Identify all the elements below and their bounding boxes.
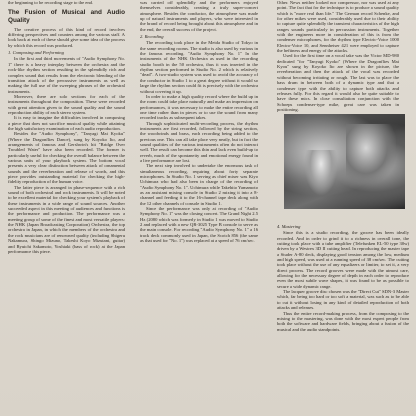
paragraph: Used for the first time on a vocal take was the Victor MD-980 dedicated "for "Tanyagi Kyoko" (Where the Dragonflies Mai Kyou" sung by Koyoko Ito are shown in the picture, the reverberation and then the attack of the vocal was recorded without becoming irritating or rough. The last was to place the bass drum in between both of a dynamic type and that a condenser type with the ability to capture both attacks and releases fully. For this regard it would also be quite suitable to have these mics. In close consultation conjunction with the Schoeps condenser-type mike, great care was taken in positioning. [277, 53, 399, 112]
intro-text: the beginning to be recording stage to the end. [8, 0, 94, 5]
text-column-3 [277, 0, 399, 112]
paragraph: The next step involved to undertake the enormous task of simultaneous recording, requiring about forty separate microphones. In Studio No. 1 serving as chief mixer was Kiyo Uchimura who had also been in charge of the recording of "Audio Symphony No. 1". Uchimura while Takehito Yamamoto as an assistant mixing console in Studio 2 mixing it into a 8-channel and feeding it to the 16-channel tape deck along with the 12 other channels of console in Studio 1. [140, 163, 258, 206]
paragraph: The latter piece is arranged in phase-sequence with a rich sound of both orchestral and rock instruments. It will be noted to be excellent material for checking your system's playback of these instruments in a wide range of sound sources. Another succeeded aspect in this meeting of audiences and functions is the performance and production. The performance was a meeting group of some of the finest and most versatile players: the NHK (Japan Broadcasting Corporation) Orchestra, the top orchestra in Japan, in which the members of the orchestra and the rock musicians are of renowned quality (including Shigeru Nakamura, Shingo Mizuno, Takeshi Koyo Mizutani, guitar) and Ryuichi Sakamoto, Yoshiaki (bass of rock) at the Japan performance this piece. [8, 184, 125, 254]
paragraph: In order to make a high quality record where the build up in the room could take place naturally and make an impression on performances, it was necessary to make the entire recording all one time rather than in pieces or to use the sound from many recorded tracks as subsequent takes. [140, 93, 258, 121]
paragraph: It is easy to imagine the difficulties involved in composing a piece that does not sacrifice musical quality while attaining the high satisfactory examination of each audio reproduction. [8, 115, 125, 131]
text-column-2 [140, 0, 258, 416]
subsection-heading: 1. Composing and Performing [8, 50, 64, 56]
paragraph: Besides the "Audio Symphony", "Tanyagi Mai Kyoku" (Where the Dragonflies Dance), sung by Koyoko Ito, and arrangements of famous and Gershwin's hit "Bridge Over Troubled Water" have also been recorded. The former is particularly useful for checking the overall balance between the various units of your playback system. The bottom vocal presents a very clear distinction between attack of ornamental sounds and the reverberation and release of words, and this piece provides outstanding material for checking the high-fidelity reproduction of the human voice. [8, 131, 125, 185]
paragraph: Other. News neither looked nor compressor, nor was used at any point. The fact that for the technique is to produce a sound quality which is "more real than life." The German record Schenke, and for other mikes were used, considerably used due to their ability to capture quite splendidly the transient characteristics of the high ranges sounds particularly in percussion instruments. Together with the engineers more in consideration of this is from the condenser microphones, for the rhythm type Electric-Voice 1000 Electro-Voice 10, and Sennheiser 421 were employed to capture the heftiness and energy of the attacks. [277, 0, 399, 54]
paragraph: The lacquer groove disc chosen was the "Direct Cut" SDN-3 Master which, far being too hard or too soft a material, was such as to be able to cut it without losing in any kind of detailed reproduction of both attacks and releases. [277, 289, 409, 311]
recording-session-photo [284, 114, 405, 209]
text-column-4 [277, 222, 409, 416]
paragraph: Since the performance was only at recording of "Audio Symphony No. 1" was the closing concert. The Grand Night 2.5 Hz (2080 which was formerly in Studio 1 was moved to Studio 2 and replaced with a new QR-3025 Type B console to serve as the main console. For recording "Audio Symphony No. 1" a 16 track deck commonly used in Japan, the Scotch 856 (the same as that used for "No. 1") was replaced at a speed of 76 cm/sec. [140, 206, 258, 244]
paragraph: was carried off splendidly and the performers enjoyed themselves considerably, creating a truly super-concert atmosphere. Besides the conductor, the atmosphere was made up of natural instruments and players, who were interested in the brand of record being brought about this atmosphere and in the end, the overall success of the project. [140, 0, 258, 32]
paragraph: The recording took place in the Meida Studio of Tokyo in the same recording rooms. The studio is also used by various in the famous recording. "Audio Symphony No. 1" In the instruments of the NHK Orchestra as used in the recording studio booth in the 50 orchestra, thus it was inserted in the rhythm section performed in Studio No. 2 which is relatively "dead". A two-studio system was used to avoid the accuracy of the conductor in Studio 1 to a great degree without it would so large the rhythm section could fit is precisely with the orchestra without covering it up. [140, 40, 258, 94]
paragraph: Since this is a studio recording, the groove has been ideally recorded. And in order to grind it to a richness in overall tone, the cutting took place with a tube amplifier (Telefunken EL-50 type 30w) driven by a Westrex 3D II cutting head. In reproducing the master tape a Studer A-80 deck, displaying good tension among the low, medium and high speed, was used at a running speed of 38 cm/sec. The cutting took place without the use of any equalizers or limiter, to set it, a very direct process. The record grooves were made with the utmost care, allowing for the necessary degree of depth in each order to reproduce even the most subtle wave shapes, it was found to be as possible to secure a wide dynamic range. [277, 230, 409, 289]
paragraph: Moreover, there are solo sections for each of the instruments throughout the composition. These were recorded with great attention given to the sound quality and the sound reproduction ability of each stereo system. [8, 93, 125, 115]
paragraph: The creative process of this kind of record involves differing perspectives and counters among the various staff. A look back at each of these should give some idea of the process by which this record was produced. [8, 26, 125, 48]
paragraph: Thus the entire record-making process, from the composing to the mixing to the mastering, was done with the most expert people from both the software and hardware fields, bringing about a fusion of the musical and the audio standpoints. [277, 310, 409, 332]
section-heading: The Fusion of Musical and Audio Quality [8, 9, 125, 24]
subsection-heading: 4. Mastering [277, 224, 301, 229]
paragraph: Through sophisticated multi-recording process, the rhythm instruments are first recorded, followed by the string section, the woodwinds and brass, each recording being added to the previous one. This can all take place very neatly, but in fact the sound qualities of the various instruments often do not interact well. The result can become this thin and lack even build-up to reverb, much of the spontaneity and emotional energy found in a live performance are lost. [140, 120, 258, 163]
paragraph: In the first and third movements of "Audio Symphony No. 1" there is a heavy interplay between the orchestra and the rock-like rhythm section resulting in the splendidly rich and complex sound that results from the electronic blending of the transition attack of the percussive instruments as well as making the full use of the sweeping phrases of the orchestral instruments. [8, 56, 125, 94]
text-column-1 [8, 0, 125, 416]
subsection-heading: 2. Recording [140, 34, 164, 40]
